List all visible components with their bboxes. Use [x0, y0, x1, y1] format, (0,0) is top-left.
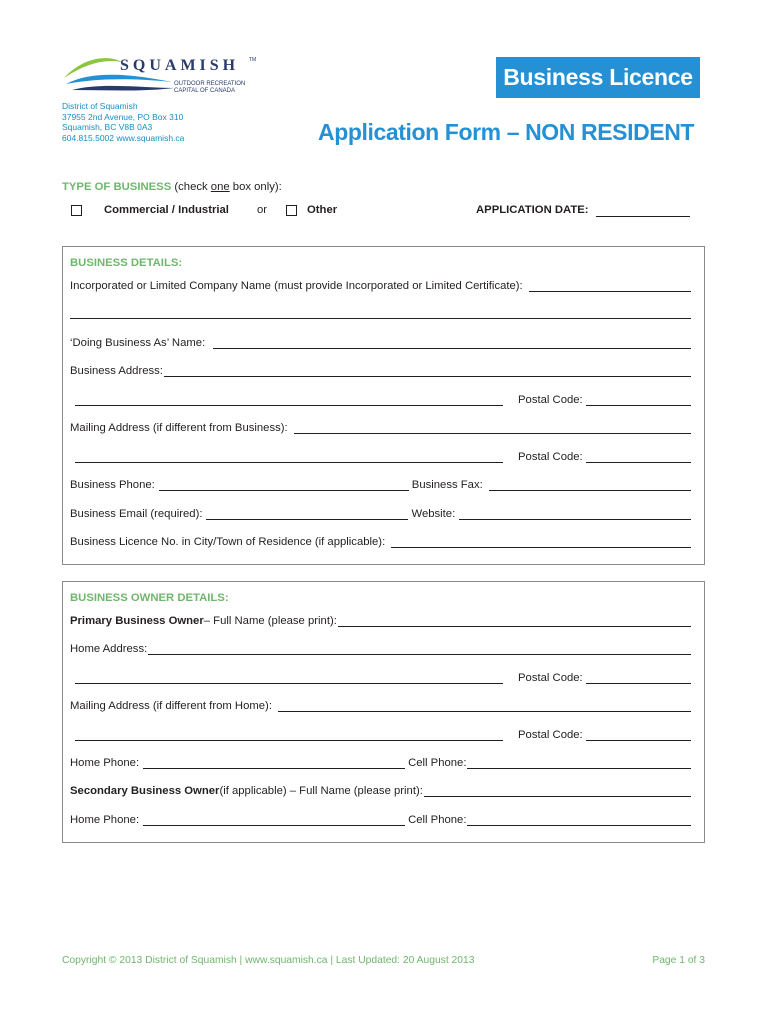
instruction-one: one: [210, 181, 230, 193]
incorporated-name-label: Incorporated or Limited Company Name (must provide Incorporated or Limited Certificate):: [70, 280, 523, 292]
business-address-field-2[interactable]: [75, 396, 503, 406]
footer-page-number: Page 1 of 3: [652, 955, 705, 966]
mailing-postal-row: [70, 451, 691, 463]
incorporated-name-field-2[interactable]: [70, 309, 691, 319]
logo-tagline-line-1: OUTDOOR RECREATION: [174, 81, 246, 87]
dba-name-row: [70, 337, 691, 349]
logo-trademark: TM: [249, 57, 257, 63]
logo-tagline: [174, 81, 245, 95]
logo-wordmark: SQUAMISH: [120, 57, 240, 74]
licence-number-label: Business Licence No. in City/Town of Residence (if applicable):: [70, 536, 386, 548]
address-line: District of Squamish: [62, 101, 138, 111]
owner-mailing-postal-row: [70, 729, 691, 741]
mailing-address-row: [70, 422, 691, 434]
website-field[interactable]: [459, 510, 691, 520]
incorporated-name-row: [70, 280, 691, 292]
cell-phone-label: Cell Phone:: [408, 814, 467, 826]
logo-tagline-line-2: CAPITAL OF CANADA: [174, 88, 236, 94]
business-fax-field[interactable]: [489, 481, 691, 491]
incorporated-name-field[interactable]: [529, 282, 691, 292]
email-website-row: [70, 508, 691, 520]
mailing-address-label: Mailing Address (if different from Business):: [70, 422, 288, 434]
postal-code-label: Postal Code:: [518, 729, 583, 741]
home-phone-label: Home Phone:: [70, 814, 140, 826]
type-of-business-prompt: [62, 181, 282, 193]
business-licence-badge: Business Licence: [496, 57, 700, 98]
owner-mailing-address-field-2[interactable]: [75, 731, 503, 741]
primary-owner-row: [70, 615, 691, 627]
business-address-row: [70, 365, 691, 377]
home-address-label: Home Address:: [70, 643, 148, 655]
owner-details-heading: BUSINESS OWNER DETAILS:: [70, 592, 229, 604]
secondary-owner-name-field[interactable]: [424, 787, 691, 797]
postal-code-label: Postal Code:: [518, 451, 583, 463]
business-email-label: Business Email (required):: [70, 508, 203, 520]
business-phone-label: Business Phone:: [70, 479, 155, 491]
home-postal-code-field[interactable]: [586, 674, 691, 684]
business-postal-row: [70, 394, 691, 406]
mailing-postal-code-field[interactable]: [586, 453, 691, 463]
primary-owner-label-rest: – Full Name (please print):: [203, 615, 337, 627]
business-fax-label: Business Fax:: [411, 479, 483, 491]
commercial-industrial-label: Commercial / Industrial: [104, 204, 229, 216]
squamish-logo: [62, 48, 262, 100]
phone-fax-row: [70, 479, 691, 491]
secondary-phones-row: [70, 814, 691, 826]
cell-phone-label: Cell Phone:: [408, 757, 467, 769]
primary-owner-name-field[interactable]: [338, 617, 691, 627]
home-address-row: [70, 643, 691, 655]
dba-name-field[interactable]: [213, 339, 691, 349]
primary-phones-row: [70, 757, 691, 769]
address-line: Squamish, BC V8B 0A3: [62, 122, 153, 132]
other-checkbox[interactable]: [286, 205, 297, 216]
form-title: Application Form – NON RESIDENT: [318, 119, 695, 145]
postal-code-label: Postal Code:: [518, 394, 583, 406]
commercial-industrial-checkbox[interactable]: [71, 205, 82, 216]
primary-home-phone-field[interactable]: [143, 759, 405, 769]
address-line: 37955 2nd Avenue, PO Box 310: [62, 111, 184, 122]
owner-mailing-address-field[interactable]: [278, 702, 691, 712]
owner-mailing-address-row: [70, 700, 691, 712]
instruction-text: (check: [174, 181, 211, 193]
secondary-home-phone-field[interactable]: [143, 816, 405, 826]
footer-copyright: Copyright © 2013 District of Squamish | www.squamish.ca | Last Updated: 20 August 2013: [62, 955, 475, 966]
owner-details-section: [62, 581, 705, 843]
district-address: [62, 101, 184, 143]
mailing-address-field[interactable]: [294, 424, 691, 434]
owner-mailing-postal-code-field[interactable]: [586, 731, 691, 741]
home-phone-label: Home Phone:: [70, 757, 140, 769]
incorporated-name-continued-row: [70, 309, 691, 319]
business-phone-field[interactable]: [159, 481, 409, 491]
other-label: Other: [307, 204, 338, 216]
type-of-business-label: TYPE OF BUSINESS: [62, 181, 172, 193]
licence-number-row: [70, 536, 691, 548]
instruction-text: box only):: [229, 181, 282, 193]
secondary-cell-phone-field[interactable]: [467, 816, 691, 826]
mailing-address-field-2[interactable]: [75, 453, 503, 463]
secondary-owner-label-rest: (if applicable) – Full Name (please print):: [219, 785, 423, 797]
postal-code-label: Postal Code:: [518, 672, 583, 684]
primary-cell-phone-field[interactable]: [467, 759, 691, 769]
business-address-field[interactable]: [164, 367, 691, 377]
home-address-field[interactable]: [148, 645, 691, 655]
business-details-heading: BUSINESS DETAILS:: [70, 257, 183, 269]
website-label: Website:: [411, 508, 456, 520]
application-date-label: APPLICATION DATE:: [476, 204, 589, 216]
business-email-field[interactable]: [206, 510, 408, 520]
application-date-field[interactable]: [596, 207, 690, 217]
licence-number-field[interactable]: [391, 538, 691, 548]
secondary-owner-label: Secondary Business Owner: [70, 785, 220, 797]
business-details-section: [62, 246, 705, 565]
primary-owner-label: Primary Business Owner: [70, 615, 204, 627]
business-address-label: Business Address:: [70, 365, 163, 377]
dba-name-label: ‘Doing Business As’ Name:: [70, 337, 206, 349]
business-postal-code-field[interactable]: [586, 396, 691, 406]
secondary-owner-row: [70, 785, 691, 797]
address-line: 604.815.5002 www.squamish.ca: [62, 132, 185, 143]
home-address-field-2[interactable]: [75, 674, 503, 684]
or-text: or: [257, 204, 268, 216]
home-postal-row: [70, 672, 691, 684]
owner-mailing-address-label: Mailing Address (if different from Home):: [70, 700, 272, 712]
